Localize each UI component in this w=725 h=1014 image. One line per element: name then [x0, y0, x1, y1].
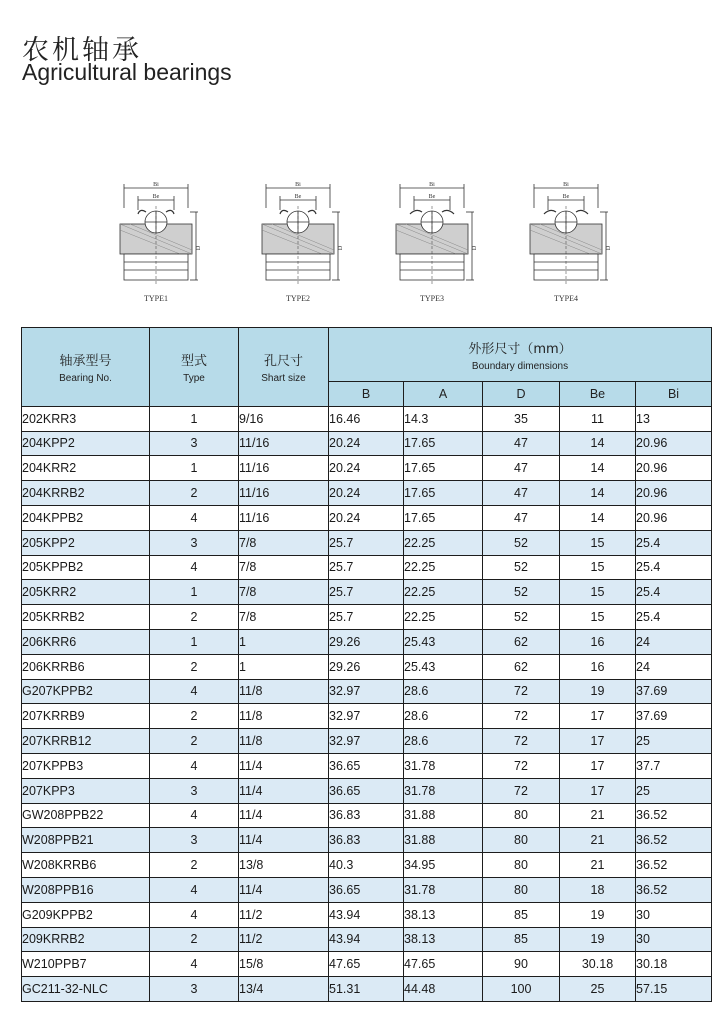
shaft-size-cell: 11/16	[239, 456, 329, 481]
a-cell: 38.13	[404, 927, 483, 952]
type-cell: 2	[150, 729, 239, 754]
a-cell: 47.65	[404, 952, 483, 977]
bearing-no-cell: 207KRRB9	[22, 704, 150, 729]
bi-cell: 20.96	[636, 481, 712, 506]
d-cell: 72	[483, 679, 560, 704]
type-cell: 2	[150, 853, 239, 878]
bi-label: Bi	[153, 182, 159, 188]
type-cell: 1	[150, 629, 239, 654]
bi-cell: 25	[636, 729, 712, 754]
be-cell: 19	[560, 902, 636, 927]
bi-cell: 57.15	[636, 977, 712, 1002]
d-cell: 52	[483, 530, 560, 555]
bearing-no-cell: GW208PPB22	[22, 803, 150, 828]
b-cell: 47.65	[329, 952, 404, 977]
table-row	[22, 927, 712, 952]
be-cell: 14	[560, 431, 636, 456]
be-cell: 17	[560, 729, 636, 754]
be-cell: 11	[560, 406, 636, 431]
d-cell: 47	[483, 481, 560, 506]
b-cell: 36.65	[329, 753, 404, 778]
bi-cell: 20.96	[636, 505, 712, 530]
a-cell: 17.65	[404, 505, 483, 530]
shaft-size-cell: 11/16	[239, 431, 329, 456]
table-row	[22, 803, 712, 828]
bearing-diagram-type2	[252, 178, 344, 308]
subheader-a: A	[404, 382, 483, 407]
b-cell: 32.97	[329, 729, 404, 754]
bi-cell: 36.52	[636, 828, 712, 853]
bearing-no-cell: G209KPPB2	[22, 902, 150, 927]
be-cell: 16	[560, 629, 636, 654]
d-cell: 85	[483, 927, 560, 952]
d-cell: 62	[483, 629, 560, 654]
bearing-no-cell: 206KRRB6	[22, 654, 150, 679]
a-cell: 28.6	[404, 704, 483, 729]
type-cell: 2	[150, 605, 239, 630]
bearing-no-cell: 207KPP3	[22, 778, 150, 803]
bearing-spec-table	[21, 327, 712, 1002]
bearing-no-cell: 204KPPB2	[22, 505, 150, 530]
type-cell: 2	[150, 704, 239, 729]
be-cell: 30.18	[560, 952, 636, 977]
bi-cell: 25	[636, 778, 712, 803]
table-row	[22, 530, 712, 555]
bearing-no-cell: 204KPP2	[22, 431, 150, 456]
bearing-no-cell: GC211-32-NLC	[22, 977, 150, 1002]
shaft-size-cell: 13/8	[239, 853, 329, 878]
bearing-no-cell: 205KRR2	[22, 580, 150, 605]
d-cell: 47	[483, 456, 560, 481]
type-cell: 4	[150, 753, 239, 778]
bi-label: Bi	[429, 182, 435, 188]
table-row	[22, 729, 712, 754]
type-cell: 4	[150, 877, 239, 902]
table-row	[22, 431, 712, 456]
d-cell: 47	[483, 431, 560, 456]
type-cell: 3	[150, 530, 239, 555]
d-cell: 90	[483, 952, 560, 977]
bi-cell: 36.52	[636, 803, 712, 828]
type-label: TYPE1	[144, 294, 168, 303]
shaft-size-cell: 9/16	[239, 406, 329, 431]
b-cell: 25.7	[329, 530, 404, 555]
a-cell: 25.43	[404, 629, 483, 654]
d-cell: 52	[483, 580, 560, 605]
bi-label: Bi	[563, 182, 569, 188]
a-cell: 31.78	[404, 877, 483, 902]
b-cell: 32.97	[329, 679, 404, 704]
shaft-size-cell: 7/8	[239, 580, 329, 605]
table-row	[22, 704, 712, 729]
b-cell: 20.24	[329, 431, 404, 456]
a-cell: 22.25	[404, 580, 483, 605]
b-cell: 36.65	[329, 778, 404, 803]
a-cell: 31.88	[404, 803, 483, 828]
be-cell: 21	[560, 803, 636, 828]
b-cell: 51.31	[329, 977, 404, 1002]
d-label: D	[196, 245, 202, 251]
type-cell: 3	[150, 977, 239, 1002]
type-label: TYPE4	[554, 294, 578, 303]
bearing-no-cell: 209KRRB2	[22, 927, 150, 952]
table-row	[22, 481, 712, 506]
be-label: Be	[152, 194, 160, 200]
bi-cell: 24	[636, 654, 712, 679]
a-cell: 22.25	[404, 555, 483, 580]
bearing-no-cell: 207KPPB3	[22, 753, 150, 778]
header-type: 型式 Type	[150, 328, 239, 407]
be-cell: 14	[560, 481, 636, 506]
table-row	[22, 580, 712, 605]
d-cell: 72	[483, 753, 560, 778]
be-cell: 17	[560, 704, 636, 729]
b-cell: 20.24	[329, 481, 404, 506]
bearing-no-cell: W210PPB7	[22, 952, 150, 977]
type-cell: 3	[150, 431, 239, 456]
bi-cell: 30	[636, 927, 712, 952]
bi-cell: 24	[636, 629, 712, 654]
shaft-size-cell: 13/4	[239, 977, 329, 1002]
subheader-d: D	[483, 382, 560, 407]
shaft-size-cell: 11/4	[239, 877, 329, 902]
d-cell: 72	[483, 778, 560, 803]
bearing-no-cell: 204KRR2	[22, 456, 150, 481]
d-cell: 72	[483, 729, 560, 754]
type-cell: 4	[150, 555, 239, 580]
be-cell: 15	[560, 580, 636, 605]
bi-cell: 20.96	[636, 431, 712, 456]
d-cell: 80	[483, 803, 560, 828]
d-cell: 35	[483, 406, 560, 431]
type-cell: 2	[150, 481, 239, 506]
type-cell: 2	[150, 927, 239, 952]
be-label: Be	[294, 194, 302, 200]
bearing-no-cell: G207KPPB2	[22, 679, 150, 704]
b-cell: 20.24	[329, 456, 404, 481]
be-cell: 14	[560, 456, 636, 481]
be-label: Be	[428, 194, 436, 200]
d-cell: 80	[483, 853, 560, 878]
subheader-b: B	[329, 382, 404, 407]
a-cell: 17.65	[404, 431, 483, 456]
bearing-diagram-type3	[386, 178, 478, 308]
table-row	[22, 605, 712, 630]
bearing-diagram-type1	[110, 178, 202, 308]
shaft-size-cell: 7/8	[239, 530, 329, 555]
shaft-size-cell: 11/16	[239, 505, 329, 530]
a-cell: 28.6	[404, 729, 483, 754]
table-row	[22, 654, 712, 679]
a-cell: 17.65	[404, 481, 483, 506]
a-cell: 31.78	[404, 778, 483, 803]
be-cell: 14	[560, 505, 636, 530]
bi-cell: 37.7	[636, 753, 712, 778]
table-row	[22, 828, 712, 853]
shaft-size-cell: 11/16	[239, 481, 329, 506]
table-row	[22, 555, 712, 580]
d-cell: 85	[483, 902, 560, 927]
be-cell: 17	[560, 753, 636, 778]
bearing-no-cell: 205KPP2	[22, 530, 150, 555]
header-shaft-size: 孔尺寸 Shart size	[239, 328, 329, 407]
shaft-size-cell: 15/8	[239, 952, 329, 977]
be-cell: 15	[560, 530, 636, 555]
bearing-no-cell: 206KRR6	[22, 629, 150, 654]
shaft-size-cell: 11/4	[239, 753, 329, 778]
shaft-size-cell: 7/8	[239, 605, 329, 630]
be-cell: 15	[560, 555, 636, 580]
bearing-no-cell: W208PPB21	[22, 828, 150, 853]
d-cell: 72	[483, 704, 560, 729]
b-cell: 29.26	[329, 654, 404, 679]
d-cell: 47	[483, 505, 560, 530]
type-cell: 3	[150, 828, 239, 853]
page-title-en: Agricultural bearings	[22, 59, 232, 85]
type-cell: 1	[150, 580, 239, 605]
bi-cell: 25.4	[636, 580, 712, 605]
bi-cell: 20.96	[636, 456, 712, 481]
bi-cell: 37.69	[636, 704, 712, 729]
b-cell: 29.26	[329, 629, 404, 654]
shaft-size-cell: 11/8	[239, 679, 329, 704]
a-cell: 22.25	[404, 530, 483, 555]
b-cell: 32.97	[329, 704, 404, 729]
table-row	[22, 778, 712, 803]
table-row	[22, 902, 712, 927]
a-cell: 31.78	[404, 753, 483, 778]
b-cell: 20.24	[329, 505, 404, 530]
shaft-size-cell: 11/8	[239, 704, 329, 729]
b-cell: 36.65	[329, 877, 404, 902]
bi-cell: 30.18	[636, 952, 712, 977]
bearing-no-cell: W208PPB16	[22, 877, 150, 902]
d-cell: 80	[483, 828, 560, 853]
shaft-size-cell: 11/4	[239, 803, 329, 828]
b-cell: 16.46	[329, 406, 404, 431]
b-cell: 36.83	[329, 803, 404, 828]
b-cell: 43.94	[329, 902, 404, 927]
b-cell: 40.3	[329, 853, 404, 878]
a-cell: 25.43	[404, 654, 483, 679]
header-bearing-no: 轴承型号 Bearing No.	[22, 328, 150, 407]
be-cell: 17	[560, 778, 636, 803]
type-cell: 4	[150, 902, 239, 927]
type-cell: 4	[150, 505, 239, 530]
shaft-size-cell: 11/8	[239, 729, 329, 754]
b-cell: 36.83	[329, 828, 404, 853]
bearing-no-cell: 202KRR3	[22, 406, 150, 431]
type-cell: 1	[150, 456, 239, 481]
shaft-size-cell: 1	[239, 629, 329, 654]
table-row	[22, 505, 712, 530]
a-cell: 28.6	[404, 679, 483, 704]
a-cell: 22.25	[404, 605, 483, 630]
table-row	[22, 853, 712, 878]
shaft-size-cell: 11/2	[239, 927, 329, 952]
a-cell: 44.48	[404, 977, 483, 1002]
table-row	[22, 456, 712, 481]
shaft-size-cell: 11/4	[239, 778, 329, 803]
d-cell: 100	[483, 977, 560, 1002]
table-row	[22, 753, 712, 778]
a-cell: 38.13	[404, 902, 483, 927]
bi-cell: 36.52	[636, 853, 712, 878]
bi-cell: 30	[636, 902, 712, 927]
be-label: Be	[562, 194, 570, 200]
bearing-no-cell: W208KRRB6	[22, 853, 150, 878]
a-cell: 17.65	[404, 456, 483, 481]
b-cell: 43.94	[329, 927, 404, 952]
bearing-type-diagrams	[110, 178, 610, 308]
table-row	[22, 877, 712, 902]
be-cell: 21	[560, 828, 636, 853]
be-cell: 25	[560, 977, 636, 1002]
d-label: D	[338, 245, 344, 251]
be-cell: 19	[560, 679, 636, 704]
be-cell: 19	[560, 927, 636, 952]
page-title-cn: 农机轴承	[22, 35, 142, 66]
type-cell: 4	[150, 803, 239, 828]
bearing-diagram-type4	[520, 178, 612, 308]
d-cell: 52	[483, 555, 560, 580]
bi-cell: 37.69	[636, 679, 712, 704]
type-cell: 3	[150, 778, 239, 803]
a-cell: 34.95	[404, 853, 483, 878]
type-label: TYPE2	[286, 294, 310, 303]
b-cell: 25.7	[329, 555, 404, 580]
shaft-size-cell: 11/2	[239, 902, 329, 927]
bi-cell: 36.52	[636, 877, 712, 902]
shaft-size-cell: 11/4	[239, 828, 329, 853]
type-cell: 2	[150, 654, 239, 679]
type-cell: 4	[150, 679, 239, 704]
d-cell: 52	[483, 605, 560, 630]
bi-cell: 13	[636, 406, 712, 431]
be-cell: 16	[560, 654, 636, 679]
a-cell: 14.3	[404, 406, 483, 431]
a-cell: 31.88	[404, 828, 483, 853]
table-row	[22, 679, 712, 704]
subheader-bi: Bi	[636, 382, 712, 407]
type-cell: 1	[150, 406, 239, 431]
bearing-no-cell: 207KRRB12	[22, 729, 150, 754]
d-label: D	[606, 245, 612, 251]
type-label: TYPE3	[420, 294, 444, 303]
b-cell: 25.7	[329, 605, 404, 630]
d-label: D	[472, 245, 478, 251]
bi-cell: 25.4	[636, 605, 712, 630]
bi-cell: 25.4	[636, 530, 712, 555]
bearing-no-cell: 205KRRB2	[22, 605, 150, 630]
shaft-size-cell: 7/8	[239, 555, 329, 580]
b-cell: 25.7	[329, 580, 404, 605]
be-cell: 15	[560, 605, 636, 630]
bearing-no-cell: 205KPPB2	[22, 555, 150, 580]
table-row	[22, 952, 712, 977]
bi-cell: 25.4	[636, 555, 712, 580]
d-cell: 80	[483, 877, 560, 902]
table-row	[22, 977, 712, 1002]
table-row	[22, 406, 712, 431]
be-cell: 18	[560, 877, 636, 902]
type-cell: 4	[150, 952, 239, 977]
subheader-be: Be	[560, 382, 636, 407]
shaft-size-cell: 1	[239, 654, 329, 679]
table-row	[22, 629, 712, 654]
bi-label: Bi	[295, 182, 301, 188]
bearing-no-cell: 204KRRB2	[22, 481, 150, 506]
header-boundary-dimensions: 外形尺寸（mm） Boundary dimensions	[329, 328, 712, 382]
be-cell: 21	[560, 853, 636, 878]
d-cell: 62	[483, 654, 560, 679]
